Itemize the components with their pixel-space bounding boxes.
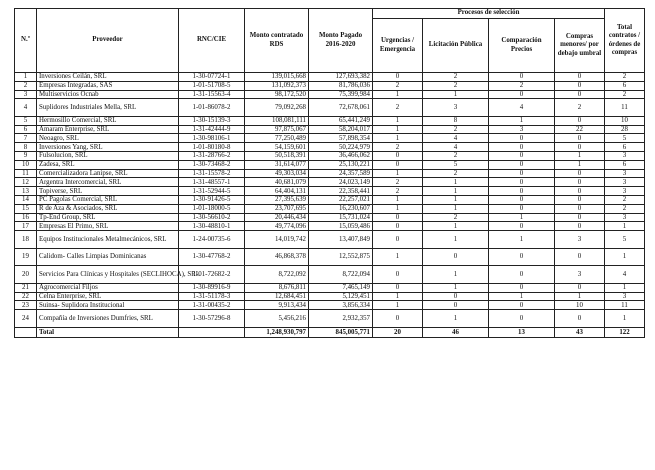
row-compras-menores: 0 (555, 169, 605, 178)
row-num: 17 (15, 222, 37, 231)
header-monto-contratado: Monto contratado RDS (245, 9, 309, 73)
row-total-contratos: 3 (605, 292, 645, 301)
row-compras-menores: 0 (555, 116, 605, 125)
row-num: 12 (15, 178, 37, 187)
row-proveedor: Zadesa, SRL (37, 160, 179, 169)
total-contratos: 122 (605, 327, 645, 337)
row-urgencias: 1 (373, 248, 423, 266)
row-monto-pagado: 15,059,486 (309, 222, 373, 231)
table-row (15, 196, 645, 205)
row-num: 6 (15, 125, 37, 134)
row-monto-pagado: 22,358,441 (309, 187, 373, 196)
header-licitacion: Licitación Pública (423, 19, 489, 73)
row-urgencias: 0 (373, 160, 423, 169)
row-monto-contratado: 49,303,034 (245, 169, 309, 178)
row-urgencias: 1 (373, 169, 423, 178)
row-rnc: 1-31-15563-4 (179, 90, 245, 99)
row-urgencias: 0 (373, 231, 423, 249)
row-monto-contratado: 27,395,639 (245, 196, 309, 205)
row-compras-menores: 0 (555, 213, 605, 222)
row-total-contratos: 3 (605, 169, 645, 178)
row-num: 20 (15, 266, 37, 284)
row-compras-menores: 0 (555, 283, 605, 292)
total-label: Total (37, 327, 179, 337)
row-comparacion: 0 (489, 73, 555, 82)
row-monto-pagado: 25,130,221 (309, 160, 373, 169)
total-rnc-cell (179, 327, 245, 337)
row-compras-menores: 0 (555, 73, 605, 82)
row-licitacion: 1 (423, 196, 489, 205)
row-proveedor: Neoagro, SRL (37, 134, 179, 143)
row-compras-menores: 22 (555, 125, 605, 134)
row-monto-contratado: 131,092,373 (245, 81, 309, 90)
table-row (15, 125, 645, 134)
table-row (15, 301, 645, 310)
row-licitacion: 1 (423, 178, 489, 187)
row-proveedor: Comercializadora Lanipse, SRL (37, 169, 179, 178)
row-proveedor: Servicios Para Clínicas y Hospitales (SECLIHOCA), SRL (37, 266, 179, 284)
row-monto-pagado: 13,407,849 (309, 231, 373, 249)
row-compras-menores: 0 (555, 143, 605, 152)
row-licitacion: 2 (423, 169, 489, 178)
row-comparacion: 0 (489, 169, 555, 178)
row-monto-contratado: 79,092,268 (245, 99, 309, 117)
row-monto-contratado: 50,518,391 (245, 152, 309, 161)
row-rnc: 1-30-48810-1 (179, 222, 245, 231)
row-monto-pagado: 24,023,149 (309, 178, 373, 187)
row-compras-menores: 0 (555, 204, 605, 213)
row-total-contratos: 6 (605, 160, 645, 169)
row-monto-contratado: 23,707,695 (245, 204, 309, 213)
row-total-contratos: 1 (605, 222, 645, 231)
row-num: 13 (15, 187, 37, 196)
row-num: 8 (15, 143, 37, 152)
table-row (15, 99, 645, 117)
row-total-contratos: 11 (605, 301, 645, 310)
row-comparacion: 0 (489, 160, 555, 169)
row-monto-pagado: 15,731,024 (309, 213, 373, 222)
row-compras-menores: 0 (555, 81, 605, 90)
table-row (15, 143, 645, 152)
row-licitacion: 1 (423, 204, 489, 213)
table-row (15, 116, 645, 125)
table-row (15, 283, 645, 292)
row-urgencias: 1 (373, 204, 423, 213)
row-rnc: 1-31-28766-2 (179, 152, 245, 161)
row-monto-pagado: 24,357,589 (309, 169, 373, 178)
row-monto-contratado: 49,774,096 (245, 222, 309, 231)
row-licitacion: 3 (423, 99, 489, 117)
row-compras-menores: 0 (555, 310, 605, 328)
row-licitacion: 2 (423, 73, 489, 82)
row-rnc: 1-01-86078-2 (179, 99, 245, 117)
row-rnc: 1-30-57296-8 (179, 310, 245, 328)
row-rnc: 1-30-07724-1 (179, 73, 245, 82)
row-monto-pagado: 72,678,061 (309, 99, 373, 117)
row-num: 19 (15, 248, 37, 266)
row-rnc: 1-01-51708-5 (179, 81, 245, 90)
row-licitacion: 4 (423, 134, 489, 143)
row-licitacion: 2 (423, 81, 489, 90)
row-proveedor: Topiverse, SRL (37, 187, 179, 196)
row-total-contratos: 3 (605, 152, 645, 161)
row-compras-menores: 0 (555, 178, 605, 187)
row-num: 24 (15, 310, 37, 328)
row-rnc: 1-31-15578-2 (179, 169, 245, 178)
row-proveedor: Inversiones Yang, SRL (37, 143, 179, 152)
total-licitacion: 46 (423, 327, 489, 337)
row-licitacion: 2 (423, 213, 489, 222)
row-total-contratos: 2 (605, 196, 645, 205)
row-compras-menores: 2 (555, 99, 605, 117)
row-comparacion: 1 (489, 231, 555, 249)
row-total-contratos: 6 (605, 143, 645, 152)
header-num: N.º (15, 9, 37, 73)
row-comparacion: 2 (489, 81, 555, 90)
table-row (15, 266, 645, 284)
row-total-contratos: 4 (605, 266, 645, 284)
row-proveedor: Celna Enterprise, SRL (37, 292, 179, 301)
row-proveedor: Inversiones Ceilán, SRL (37, 73, 179, 82)
row-monto-contratado: 12,684,451 (245, 292, 309, 301)
row-urgencias: 0 (373, 266, 423, 284)
row-compras-menores: 3 (555, 231, 605, 249)
row-compras-menores: 3 (555, 266, 605, 284)
row-total-contratos: 1 (605, 283, 645, 292)
row-proveedor: Argentra Intercomercial, SRL (37, 178, 179, 187)
row-compras-menores: 10 (555, 301, 605, 310)
row-total-contratos: 28 (605, 125, 645, 134)
row-proveedor: Calidom- Calles Limpias Dominicanas (37, 248, 179, 266)
table-row (15, 222, 645, 231)
row-num: 21 (15, 283, 37, 292)
header-total-contratos: Total contratos / órdenes de compras (605, 9, 645, 73)
row-monto-contratado: 20,446,434 (245, 213, 309, 222)
row-proveedor: Empresas El Primo, SRL (37, 222, 179, 231)
row-rnc: 1-31-52944-5 (179, 187, 245, 196)
row-monto-pagado: 58,204,017 (309, 125, 373, 134)
row-comparacion: 1 (489, 213, 555, 222)
row-proveedor: Agrocomercial Filjos (37, 283, 179, 292)
row-proveedor: PC Pagolas Comercial, SRL (37, 196, 179, 205)
row-urgencias: 1 (373, 196, 423, 205)
row-comparacion: 0 (489, 187, 555, 196)
row-total-contratos: 11 (605, 99, 645, 117)
row-proveedor: Compañía de Inversiones Dumfries, SRL (37, 310, 179, 328)
row-monto-contratado: 54,159,601 (245, 143, 309, 152)
row-num: 15 (15, 204, 37, 213)
total-urgencias: 20 (373, 327, 423, 337)
row-licitacion: 1 (423, 266, 489, 284)
total-pagado: 845,005,771 (309, 327, 373, 337)
row-monto-pagado: 57,898,354 (309, 134, 373, 143)
row-urgencias: 0 (373, 283, 423, 292)
row-licitacion: 5 (423, 160, 489, 169)
table-row (15, 169, 645, 178)
row-monto-pagado: 5,129,451 (309, 292, 373, 301)
row-urgencias: 0 (373, 152, 423, 161)
row-compras-menores: 1 (555, 160, 605, 169)
row-total-contratos: 5 (605, 231, 645, 249)
row-rnc: 1-24-00735-6 (179, 231, 245, 249)
row-urgencias: 0 (373, 310, 423, 328)
row-compras-menores: 1 (555, 152, 605, 161)
row-licitacion: 1 (423, 187, 489, 196)
procurement-table-container (14, 8, 644, 338)
row-monto-pagado: 127,693,382 (309, 73, 373, 82)
row-compras-menores: 0 (555, 187, 605, 196)
row-licitacion: 1 (423, 90, 489, 99)
row-licitacion: 1 (423, 222, 489, 231)
row-total-contratos: 10 (605, 116, 645, 125)
row-monto-pagado: 2,932,357 (309, 310, 373, 328)
total-contratado: 1,248,930,797 (245, 327, 309, 337)
row-comparacion: 0 (489, 152, 555, 161)
table-body (15, 73, 645, 328)
row-comparacion: 0 (489, 248, 555, 266)
table-row (15, 248, 645, 266)
row-total-contratos: 5 (605, 134, 645, 143)
row-comparacion: 0 (489, 134, 555, 143)
row-total-contratos: 6 (605, 81, 645, 90)
row-urgencias: 2 (373, 187, 423, 196)
row-comparacion: 0 (489, 310, 555, 328)
row-urgencias: 0 (373, 222, 423, 231)
row-licitacion: 0 (423, 248, 489, 266)
total-comparacion: 13 (489, 327, 555, 337)
row-monto-contratado: 77,250,489 (245, 134, 309, 143)
procurement-table (14, 8, 645, 338)
row-comparacion: 1 (489, 116, 555, 125)
row-proveedor: R de Aza & Asociados, SRL (37, 204, 179, 213)
row-proveedor: Hermosillo Comercial, SRL (37, 116, 179, 125)
row-num: 1 (15, 73, 37, 82)
row-monto-pagado: 81,786,036 (309, 81, 373, 90)
row-total-contratos: 3 (605, 213, 645, 222)
row-total-contratos: 1 (605, 310, 645, 328)
row-num: 9 (15, 152, 37, 161)
row-total-contratos: 2 (605, 90, 645, 99)
row-num: 18 (15, 231, 37, 249)
row-licitacion: 2 (423, 152, 489, 161)
row-total-contratos: 3 (605, 178, 645, 187)
row-urgencias: 2 (373, 178, 423, 187)
row-licitacion: 1 (423, 283, 489, 292)
row-monto-contratado: 98,172,520 (245, 90, 309, 99)
row-monto-contratado: 31,614,077 (245, 160, 309, 169)
row-urgencias: 1 (373, 90, 423, 99)
row-urgencias: 0 (373, 213, 423, 222)
row-rnc: 1-30-89916-9 (179, 283, 245, 292)
row-rnc: 1-30-73468-2 (179, 160, 245, 169)
row-comparacion: 1 (489, 292, 555, 301)
row-compras-menores: 0 (555, 134, 605, 143)
row-rnc: 1-30-98106-1 (179, 134, 245, 143)
row-monto-contratado: 139,015,668 (245, 73, 309, 82)
table-row (15, 231, 645, 249)
row-num: 11 (15, 169, 37, 178)
row-num: 14 (15, 196, 37, 205)
header-monto-pagado: Monto Pagado 2016-2020 (309, 9, 373, 73)
row-monto-contratado: 8,676,811 (245, 283, 309, 292)
table-row (15, 90, 645, 99)
row-rnc: 1-31-48557-1 (179, 178, 245, 187)
row-comparacion: 3 (489, 125, 555, 134)
row-comparacion: 0 (489, 266, 555, 284)
header-rnc: RNC/CIE (179, 9, 245, 73)
row-proveedor: Tp-End Group, SRL (37, 213, 179, 222)
row-rnc: 1-01-80180-8 (179, 143, 245, 152)
row-comparacion: 4 (489, 99, 555, 117)
row-monto-contratado: 9,913,434 (245, 301, 309, 310)
row-licitacion: 8 (423, 116, 489, 125)
header-urgencias: Urgencias / Emergencia (373, 19, 423, 73)
row-rnc: 1-30-47768-2 (179, 248, 245, 266)
header-procesos-group: Procesos de selección (373, 9, 605, 19)
row-num: 7 (15, 134, 37, 143)
table-row (15, 292, 645, 301)
row-monto-contratado: 40,681,079 (245, 178, 309, 187)
row-licitacion: 1 (423, 310, 489, 328)
row-monto-pagado: 22,257,021 (309, 196, 373, 205)
row-monto-contratado: 5,456,216 (245, 310, 309, 328)
row-urgencias: 2 (373, 143, 423, 152)
table-row (15, 73, 645, 82)
row-urgencias: 2 (373, 81, 423, 90)
row-num: 5 (15, 116, 37, 125)
row-compras-menores: 1 (555, 292, 605, 301)
row-num: 22 (15, 292, 37, 301)
row-monto-pagado: 65,441,249 (309, 116, 373, 125)
row-monto-pagado: 16,230,607 (309, 204, 373, 213)
row-proveedor: Amaram Enterprise, SRL (37, 125, 179, 134)
header-proveedor: Proveedor (37, 9, 179, 73)
table-row (15, 81, 645, 90)
row-num: 16 (15, 213, 37, 222)
row-compras-menores: 0 (555, 196, 605, 205)
row-rnc: 1-30-91426-5 (179, 196, 245, 205)
row-monto-pagado: 7,465,149 (309, 283, 373, 292)
row-rnc: 1-30-15139-3 (179, 116, 245, 125)
row-num: 10 (15, 160, 37, 169)
row-num: 4 (15, 99, 37, 117)
table-row (15, 204, 645, 213)
row-comparacion: 0 (489, 90, 555, 99)
row-rnc: 1-31-51178-3 (179, 292, 245, 301)
row-monto-contratado: 64,404,131 (245, 187, 309, 196)
row-monto-pagado: 3,856,334 (309, 301, 373, 310)
header-compras-menores: Compras menores/ por debajo umbral (555, 19, 605, 73)
row-monto-pagado: 12,552,875 (309, 248, 373, 266)
table-row (15, 134, 645, 143)
row-num: 2 (15, 81, 37, 90)
row-proveedor: Empresas Integradas, SAS (37, 81, 179, 90)
row-total-contratos: 3 (605, 187, 645, 196)
row-comparacion: 0 (489, 301, 555, 310)
row-monto-contratado: 14,019,742 (245, 231, 309, 249)
row-urgencias: 1 (373, 116, 423, 125)
row-rnc: 1-31-42444-9 (179, 125, 245, 134)
row-compras-menores: 0 (555, 90, 605, 99)
row-urgencias: 0 (373, 73, 423, 82)
row-proveedor: Suplidores Industriales Mella, SRL (37, 99, 179, 117)
row-licitacion: 0 (423, 292, 489, 301)
row-comparacion: 0 (489, 283, 555, 292)
row-rnc: 1-01-72682-2 (179, 266, 245, 284)
table-row (15, 310, 645, 328)
row-proveedor: Suinsa- Suplidora Institucional (37, 301, 179, 310)
row-licitacion: 1 (423, 231, 489, 249)
row-compras-menores: 0 (555, 248, 605, 266)
row-total-contratos: 2 (605, 204, 645, 213)
row-total-contratos: 2 (605, 73, 645, 82)
row-urgencias: 1 (373, 292, 423, 301)
row-urgencias: 1 (373, 301, 423, 310)
table-row (15, 187, 645, 196)
table-row (15, 160, 645, 169)
row-monto-contratado: 108,081,111 (245, 116, 309, 125)
table-row (15, 152, 645, 161)
row-num: 23 (15, 301, 37, 310)
row-num: 3 (15, 90, 37, 99)
total-row (15, 327, 645, 337)
row-rnc: 1-31-00435-2 (179, 301, 245, 310)
row-monto-contratado: 97,875,067 (245, 125, 309, 134)
row-rnc: 1-01-18000-5 (179, 204, 245, 213)
row-comparacion: 0 (489, 204, 555, 213)
row-licitacion: 0 (423, 301, 489, 310)
row-urgencias: 1 (373, 125, 423, 134)
row-rnc: 1-30-56610-2 (179, 213, 245, 222)
row-proveedor: Equipos Institucionales Metalmecánicos, SRL (37, 231, 179, 249)
table-row (15, 178, 645, 187)
row-urgencias: 1 (373, 134, 423, 143)
row-licitacion: 2 (423, 125, 489, 134)
row-total-contratos: 1 (605, 248, 645, 266)
header-comparacion: Comparación Precios (489, 19, 555, 73)
table-row (15, 213, 645, 222)
row-monto-pagado: 36,466,062 (309, 152, 373, 161)
row-monto-contratado: 46,868,378 (245, 248, 309, 266)
row-compras-menores: 0 (555, 222, 605, 231)
row-urgencias: 2 (373, 99, 423, 117)
row-proveedor: Multiservicios Ocnab (37, 90, 179, 99)
row-monto-pagado: 8,722,094 (309, 266, 373, 284)
row-monto-pagado: 50,224,979 (309, 143, 373, 152)
row-monto-pagado: 75,399,984 (309, 90, 373, 99)
row-comparacion: 0 (489, 196, 555, 205)
row-monto-contratado: 8,722,092 (245, 266, 309, 284)
total-compras-menores: 43 (555, 327, 605, 337)
row-licitacion: 4 (423, 143, 489, 152)
total-num-cell (15, 327, 37, 337)
row-comparacion: 0 (489, 222, 555, 231)
row-comparacion: 0 (489, 178, 555, 187)
row-comparacion: 0 (489, 143, 555, 152)
row-proveedor: Fulsolucion, SRL (37, 152, 179, 161)
